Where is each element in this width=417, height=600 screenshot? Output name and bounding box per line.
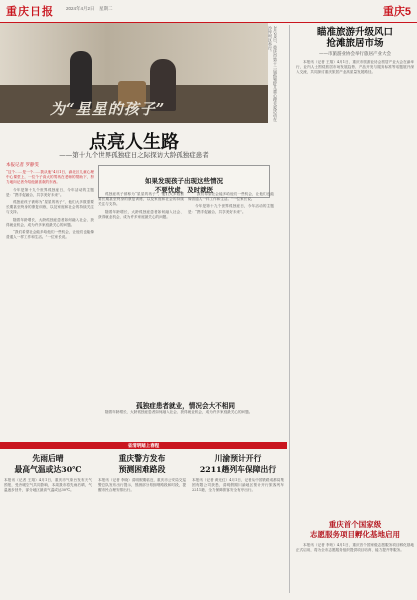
- feature-paragraph: “我们希望社会能多给他们一些机会，让他们也能像普通人一样工作和生活。”一位家长说。: [6, 230, 94, 240]
- feature-subtitle: 孤独症患者就业，情况会大不相同: [136, 402, 235, 410]
- headline-kicker: 为“星星的孩子”: [50, 100, 166, 118]
- photo-caption: 3月29日，重庆市第十二届孤独症儿童心理关爱活动在沙坪坝区举行。: [268, 26, 278, 122]
- right-top-subhead: ——市旅游业协会举行旅居产业大会: [319, 52, 391, 57]
- feature-paragraph: 今年是第十九个世界孤独症日，今年活动的主题是：“携手促融合，共享美好未来”。: [188, 204, 274, 214]
- bottom-body-weather: 本报讯（记者 王翔）4月1日，重庆市气象台发布天气预报，受冷暖空气共同影响，本周我市将先雨后晴，气温逐步回升，部分地区最高气温或达30℃。: [4, 478, 92, 493]
- right-bottom-paragraph: 本报讯（记者 李珩）4月1日，重庆首个国家级志愿服务项目孵化基地正式启用，将为全市志愿服务组织提供项目培育、能力提升等服务。: [296, 543, 414, 553]
- section-banner-label: 省清明踏上春程: [127, 443, 160, 448]
- feature-column-3: [188, 192, 274, 397]
- bottom-headline-rail: 川渝预计开行 2211趟列车保障出行: [199, 454, 277, 474]
- sidebar-box-title-text: 如果发现孩子出现这些情况 不要忧虑，及时就医: [145, 177, 223, 194]
- bottom-body-police: 本报讯（记者 李晓）清明假期临近，重庆市公安局交巡警总队发布出行提示，预测部分易拥堵路段和时段，提醒市民合理安排出行。: [98, 478, 186, 493]
- newspaper-brand: 重庆日报: [6, 5, 54, 18]
- right-top-body: [296, 60, 414, 515]
- feature-byline: 本报记者 罗静雯: [6, 163, 39, 168]
- feature-headline: 点亮人生路: [89, 132, 179, 153]
- feature-paragraph: 随着年龄增长，大龄孤独症患者如何融入社会、获得就业机会，成为许多家庭最关心的问题。: [105, 410, 253, 414]
- right-bottom-body: [296, 543, 414, 595]
- feature-paragraph: “我们希望社会能多给他们一些机会，让他们也能像普通人一样工作和生活。”一位家长说。: [188, 192, 274, 202]
- feature-column-4: [98, 410, 276, 438]
- section-banner: [0, 442, 287, 449]
- right-bottom-headline: 重庆首个国家级 志愿服务项目孵化基地启用: [310, 520, 400, 539]
- feature-column-1: [6, 170, 94, 438]
- section-label: 重庆5: [382, 6, 411, 18]
- bottom-headline-weather: 先雨后晴 最高气温或达30℃: [14, 454, 82, 474]
- photo-wall: [0, 23, 268, 85]
- bottom-headline-police: 重庆警方发布 预测困难路段: [118, 454, 166, 474]
- feature-paragraph: 随着年龄增长，大龄孤独症患者如何融入社会、获得就业机会，成为许多家庭最关心的问题。: [6, 217, 94, 227]
- feature-subhead: ——第十九个世界孤独症日之际探访大龄孤独症患者: [59, 151, 209, 159]
- feature-paragraph: 今年是第十九个世界孤独症日，今年活动的主题是：“携手促融合，共享美好未来”。: [6, 187, 94, 197]
- bottom-body-rail: 本报讯（记者 黄光红）4月1日，记者从中国铁路成都局集团有限公司获悉，清明假期川渝地区预计开行旅客列车2211趟，全力保障旅客安全有序出行。: [192, 478, 284, 493]
- masthead: [0, 0, 417, 23]
- right-top-paragraph: 本报讯（记者 王翔）4月1日，重庆市旅游业协会旅居产业大会在渝举行，业内人士围绕旅居市场发展趋势、产品开发与服务标准等话题展开深入交流，共同探讨重庆旅居产业高质量发展路径。: [296, 60, 414, 75]
- feature-paragraph: 孤独症孩子被称为“星星的孩子”，他们大多数需要长期甚至终身的康复训练，以及家庭和社会的持续关注与支持。: [6, 200, 94, 215]
- right-top-headline: 瞄准旅游升级风口 抢滩旅居市场: [316, 27, 393, 49]
- issue-date: 2024年4月2日 星期二: [66, 6, 113, 11]
- column-divider: [289, 25, 290, 593]
- feature-paragraph: 随着年龄增长，大龄孤独症患者如何融入社会、获得就业机会，成为许多家庭最关心的问题。: [98, 209, 184, 219]
- feature-paragraph: “这个……是一个……我从他”4月1日，渝北区儿童心理中心课堂上，一位个子高大的男孩在老师的帮助下，努力地向记者介绍他最喜欢的东西。: [6, 170, 94, 185]
- feature-column-2: [98, 192, 184, 397]
- feature-paragraph: 孤独症孩子被称为“星星的孩子”，他们大多数需要长期甚至终身的康复训练，以及家庭和社会的持续关注与支持。: [98, 192, 184, 207]
